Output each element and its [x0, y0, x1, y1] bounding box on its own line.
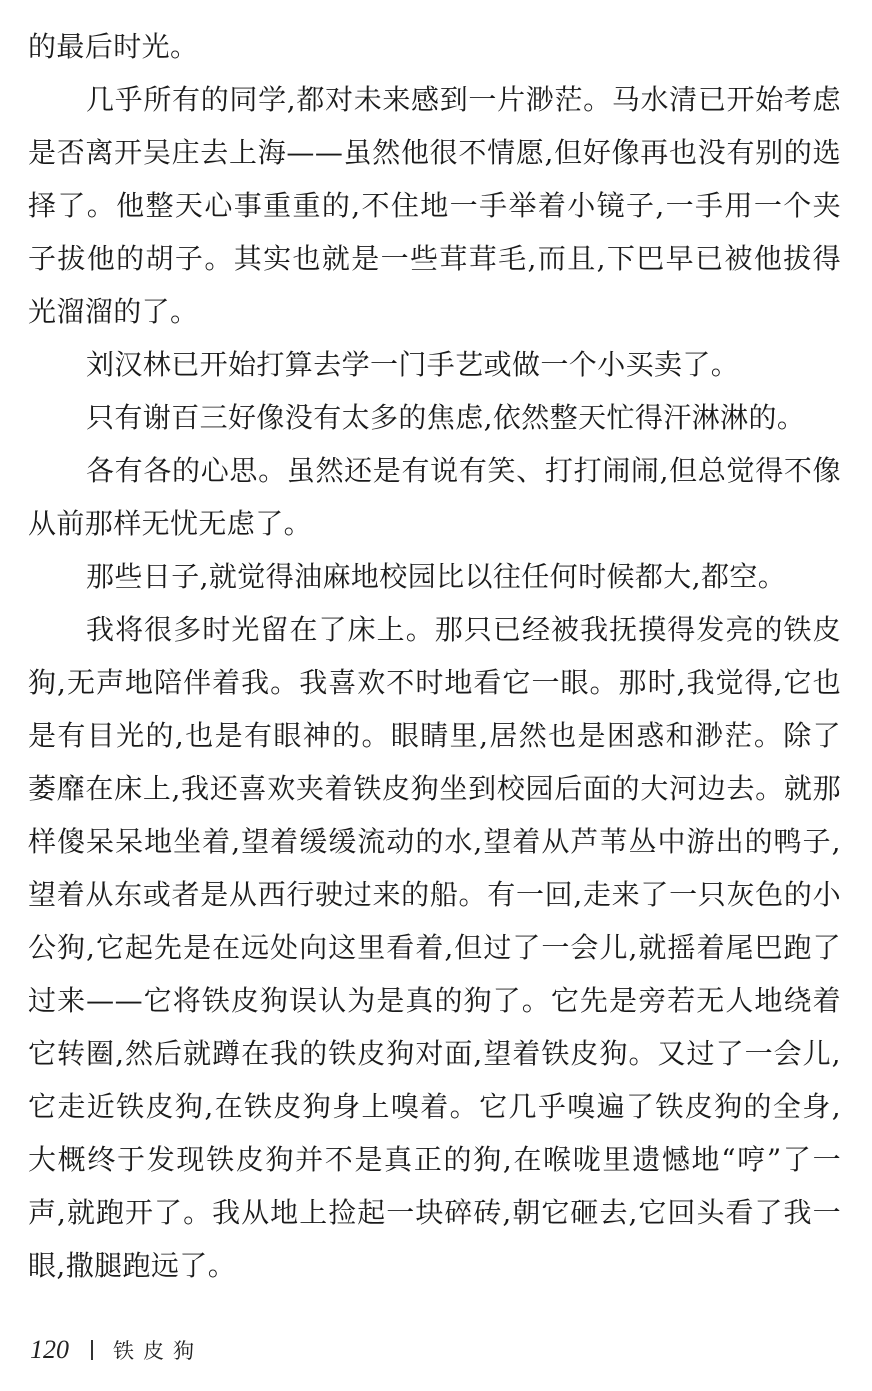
paragraph: 的最后时光。: [28, 30, 199, 63]
page-number: 120: [30, 1335, 69, 1364]
page-footer: [30, 1332, 203, 1368]
paragraph: 刘汉林已开始打算去学一门手艺或做一个小买卖了。: [86, 348, 740, 381]
footer-separator: [91, 1340, 93, 1360]
paragraph: 那些日子,就觉得油麻地校园比以往任何时候都大,都空。: [86, 560, 787, 593]
book-title: 铁皮狗: [113, 1339, 203, 1363]
paragraph: 各有各的心思。虽然还是有说有笑、打打闹闹,但总觉得不像从前那样无忧无虑了。: [28, 454, 841, 540]
paragraph: 我将很多时光留在了床上。那只已经被我抚摸得发亮的铁皮狗,无声地陪伴着我。我喜欢不时地看它一眼。那时,我觉得,它也是有目光的,也是有眼神的。眼睛里,居然也是困惑和渺茫。除了萎靡在床上,我还喜欢夹着铁皮狗坐到校园后面的大河边去。就那样傻呆呆地坐着,望着缓缓流动的水,望着从芦苇丛中游出的鸭子,望着从东或者是从西行驶过来的船。有一回,走来了一只灰色的小公狗,它起先是在远处向这里看着,但过了一会儿,就摇着尾巴跑了过来——它将铁皮狗误认为是真的狗了。它先是旁若无人地绕着它转圈,然后就蹲在我的铁皮狗对面,望着铁皮狗。又过了一会儿,它走近铁皮狗,在铁皮狗身上嗅着。它几乎嗅遍了铁皮狗的全身,大概终于发现铁皮狗并不是真正的狗,在喉咙里遗憾地“哼”了一声,就跑开了。我从地上捡起一块碎砖,朝它砸去,它回头看了我一眼,撒腿跑远了。: [28, 613, 841, 1282]
paragraph: 只有谢百三好像没有太多的焦虑,依然整天忙得汗淋淋的。: [86, 401, 806, 434]
paragraph: 几乎所有的同学,都对未来感到一片渺茫。马水清已开始考虑是否离开吴庄去上海——虽然他很不情愿,但好像再也没有别的选择了。他整天心事重重的,不住地一手举着小镜子,一手用一个夹子拔他的胡子。其实也就是一些茸茸毛,而且,下巴早已被他拔得光溜溜的了。: [28, 83, 841, 328]
page-body: [28, 20, 841, 1292]
